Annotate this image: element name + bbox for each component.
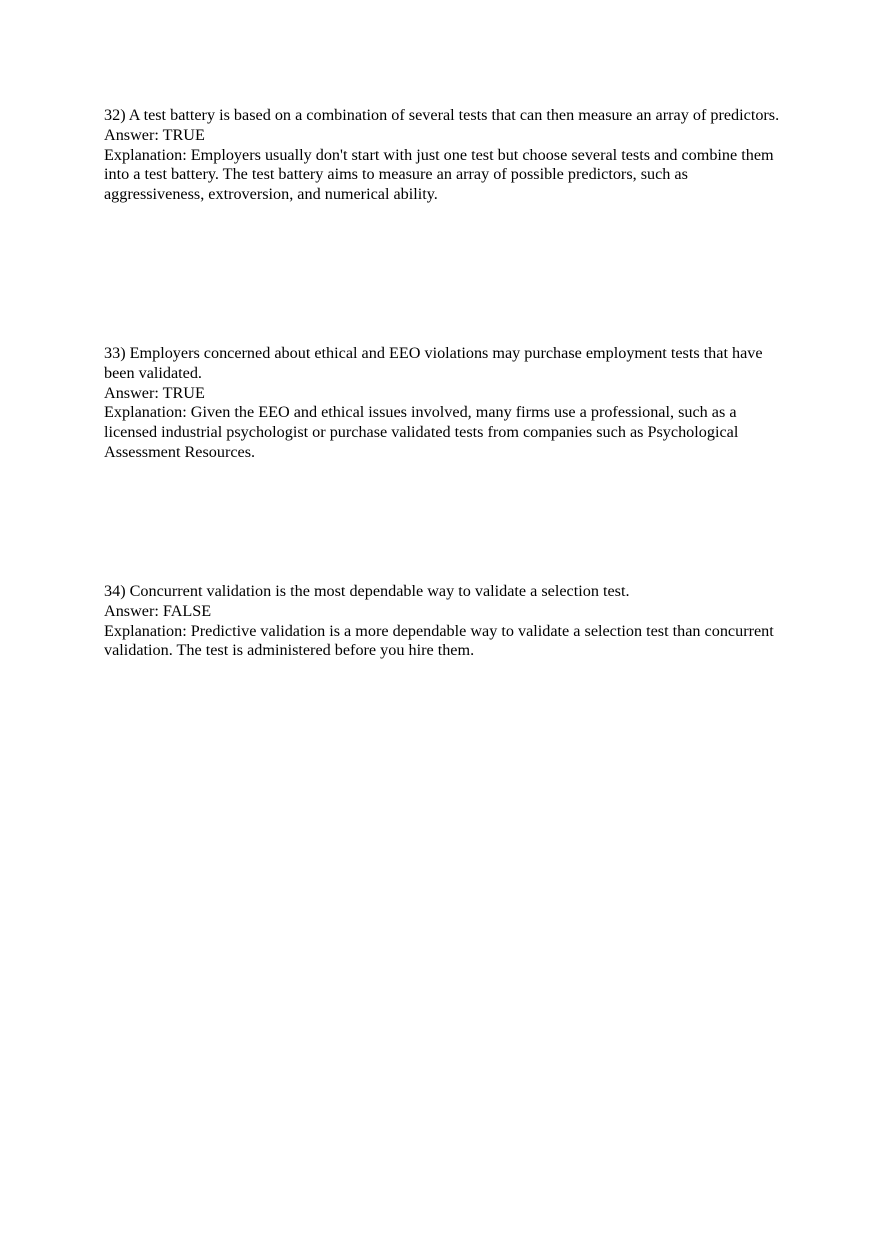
answer-text: Answer: FALSE: [104, 601, 212, 620]
question-block-33: [104, 344, 784, 463]
explanation-text: Explanation: Given the EEO and ethical issues involved, many firms use a professional, such as a licensed industrial psychologist or purchase validated tests from companies such as Psychological Assessment Resources.: [104, 403, 739, 461]
question-block-34: [104, 582, 784, 661]
explanation-text: Explanation: Predictive validation is a more dependable way to validate a selection test than concurrent validation. The test is administered before you hire them.: [104, 621, 774, 660]
question-block-32: [104, 106, 784, 205]
question-text: 32) A test battery is based on a combination of several tests that can then measure an array of predictors.: [104, 106, 780, 124]
explanation-text: Explanation: Employers usually don't start with just one test but choose several tests and combine them into a test battery. The test battery aims to measure an array of possible predictors, such as aggressiveness, extroversion, and numerical ability.: [104, 145, 774, 204]
question-text: 34) Concurrent validation is the most dependable way to validate a selection test.: [104, 582, 630, 600]
answer-text: Answer: TRUE: [104, 125, 205, 144]
question-text: 33) Employers concerned about ethical and EEO violations may purchase employment tests that have been validated.: [104, 344, 763, 382]
answer-text: Answer: TRUE: [104, 383, 205, 402]
